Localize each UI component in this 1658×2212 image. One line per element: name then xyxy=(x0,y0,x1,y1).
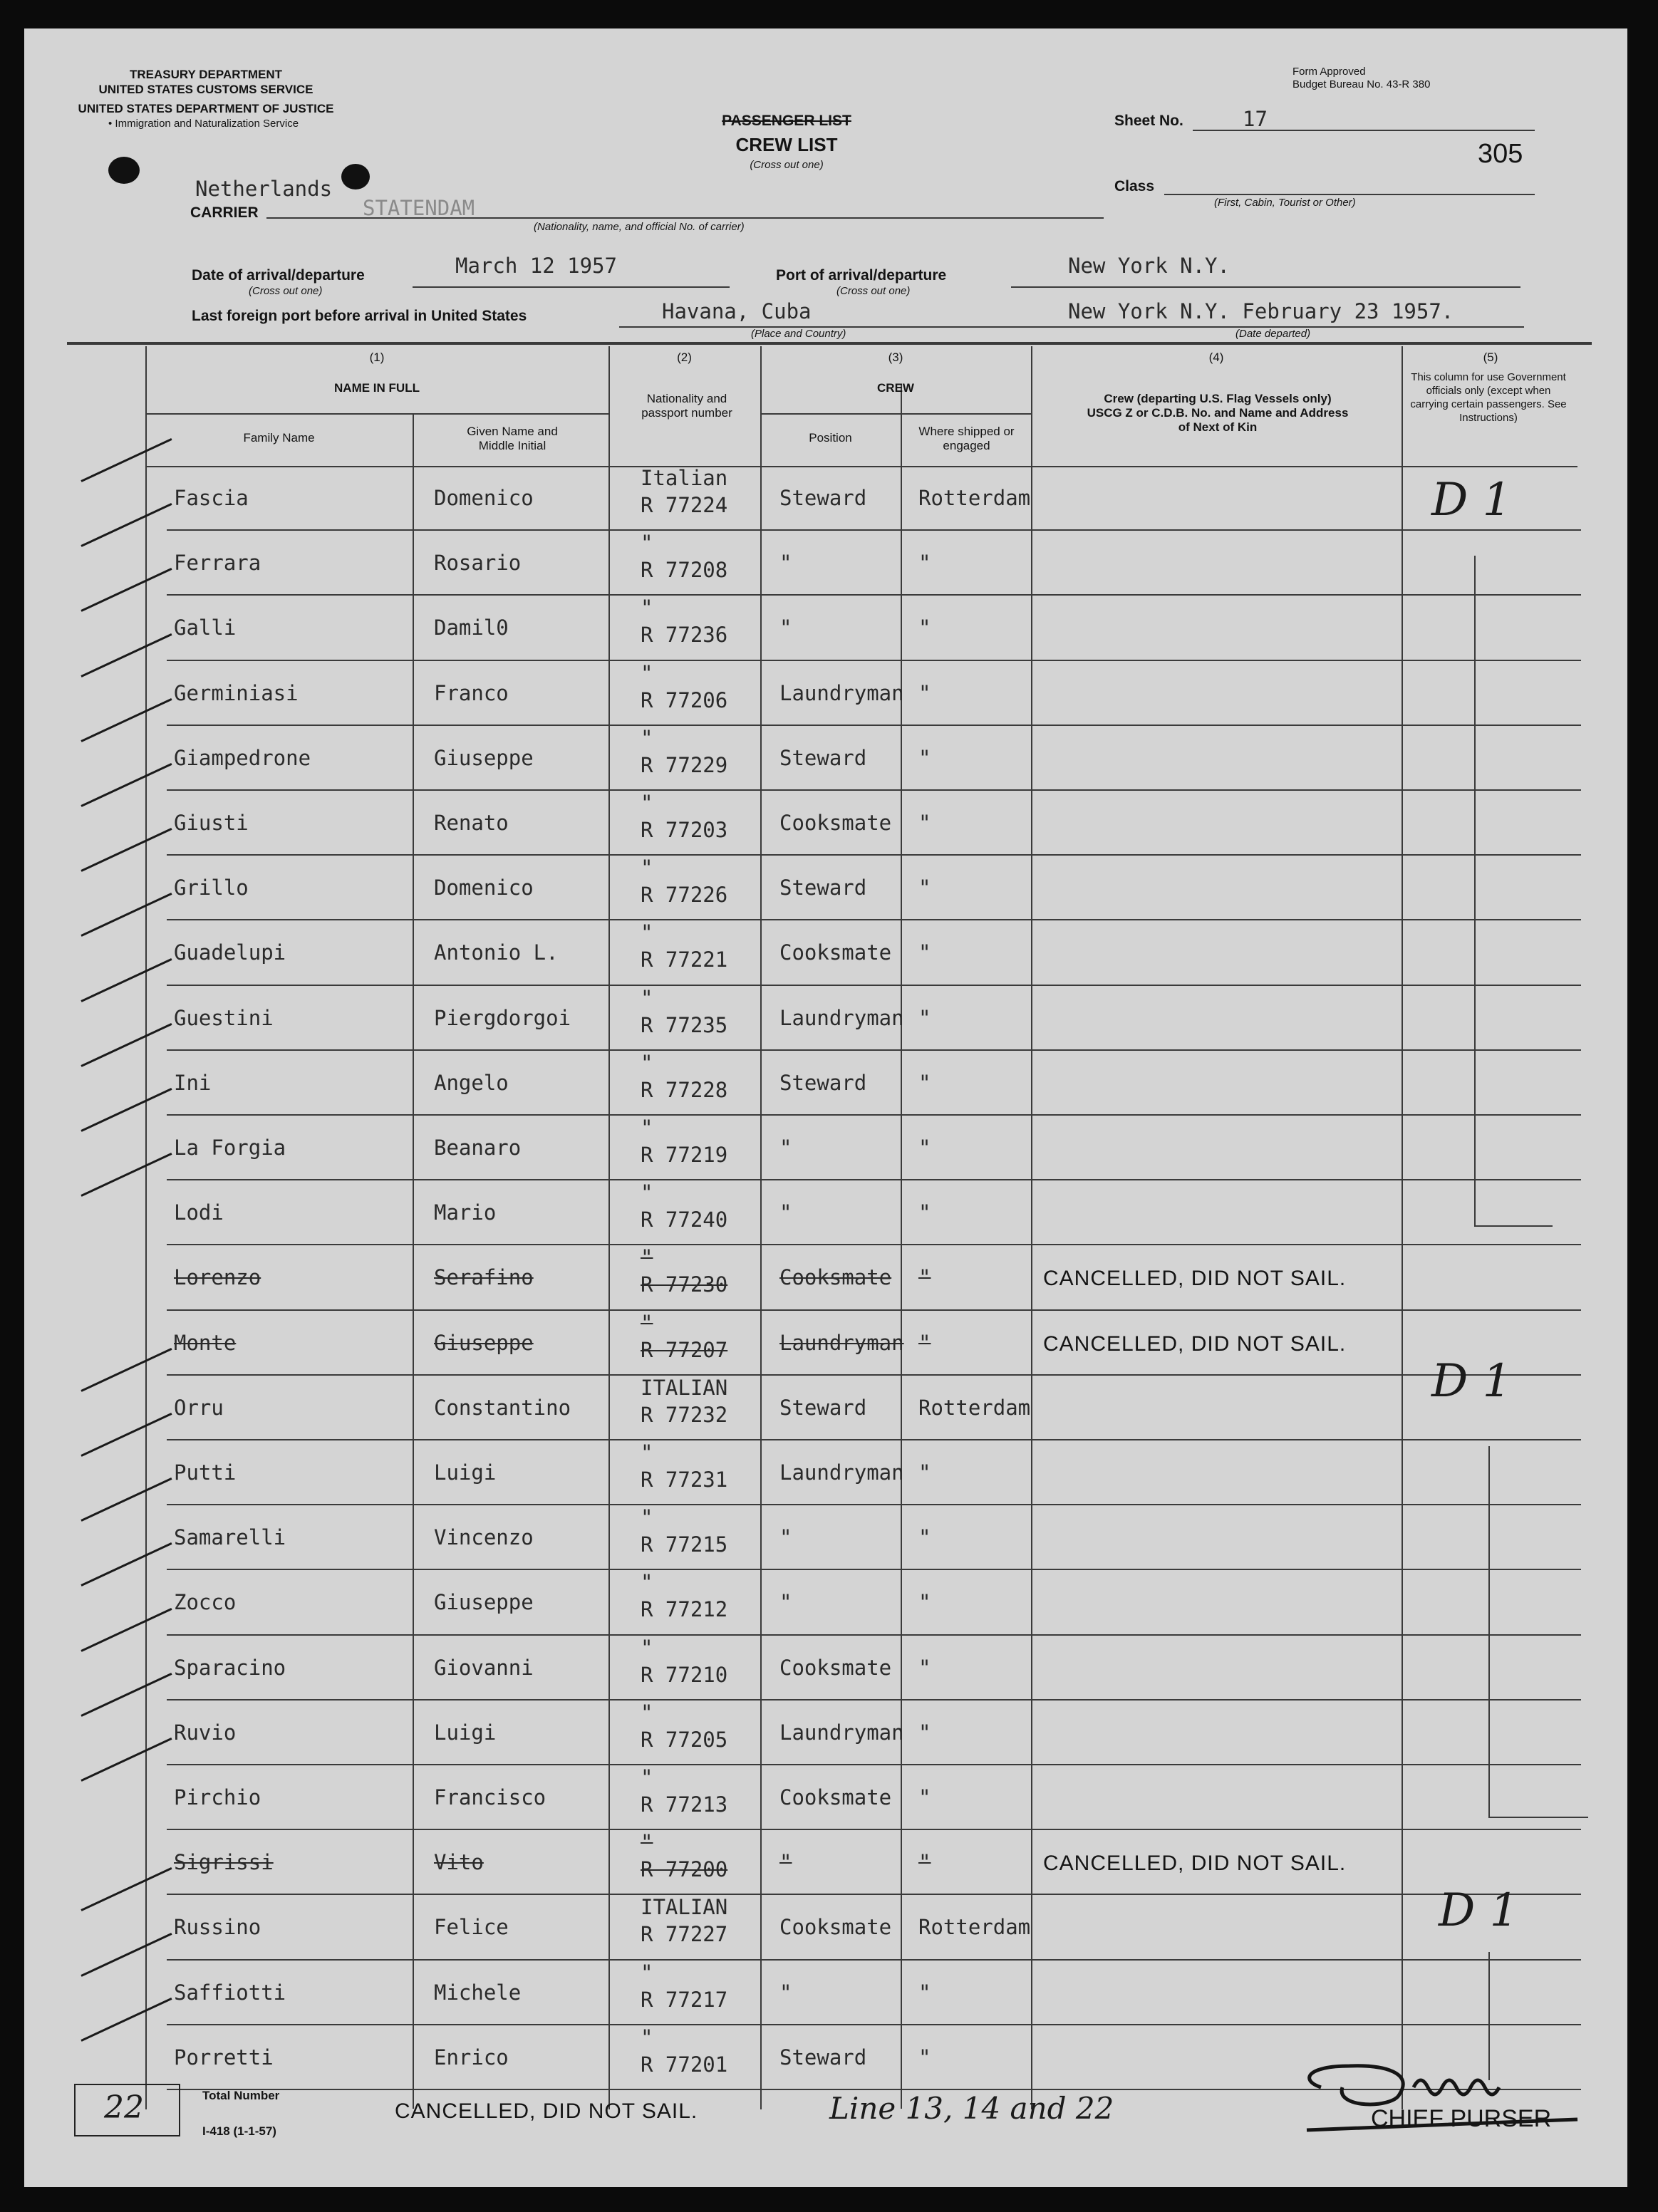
cell-passport: R 77224 xyxy=(641,493,728,517)
carrier-label: CARRIER xyxy=(190,204,259,221)
agency-justice: UNITED STATES DEPARTMENT OF JUSTICE xyxy=(78,102,334,115)
col1-title: NAME IN FULL xyxy=(334,381,420,395)
cell-passport: R 77236 xyxy=(641,623,728,648)
table-row xyxy=(24,1765,1627,1830)
col1-number: (1) xyxy=(369,351,385,364)
table-row xyxy=(24,1311,1627,1376)
cell-where: " xyxy=(918,616,931,640)
cell-nationality: " xyxy=(641,985,653,1010)
cell-given: Giuseppe xyxy=(434,1330,534,1355)
cell-family: La Forgia xyxy=(174,1136,286,1160)
cell-position: Steward xyxy=(779,745,867,770)
cell-passport: R 77200 xyxy=(641,1857,728,1882)
cell-where: " xyxy=(918,1720,931,1745)
cell-position: Cooksmate xyxy=(779,1265,892,1290)
cell-where: " xyxy=(918,1460,931,1485)
cell-where: " xyxy=(918,876,931,900)
cell-family: Ini xyxy=(174,1070,212,1095)
table-row xyxy=(24,1051,1627,1116)
cell-nationality: " xyxy=(641,1310,653,1335)
cell-position: " xyxy=(779,1200,792,1225)
cancel-note: CANCELLED, DID NOT SAIL. xyxy=(1043,1331,1347,1356)
col-given-name: Given Name and Middle Initial xyxy=(467,425,558,452)
cell-given: Domenico xyxy=(434,876,534,900)
col4-title: Crew (departing U.S. Flag Vessels only) USCG Z or C.D.B. No. and Name and Address of Next of Kin xyxy=(1087,392,1349,434)
table-row xyxy=(24,661,1627,726)
cell-nationality: " xyxy=(641,1116,653,1140)
cell-family: Putti xyxy=(174,1460,237,1485)
cell-family: Galli xyxy=(174,616,237,640)
title-passenger-list: PASSENGER LIST xyxy=(722,113,851,129)
cell-position: Cooksmate xyxy=(779,1655,892,1680)
cell-passport: R 77205 xyxy=(641,1727,728,1752)
sheet-label: Sheet No. xyxy=(1114,113,1183,129)
cell-position: Laundryman xyxy=(779,1330,904,1355)
cell-family: Lorenzo xyxy=(174,1265,261,1290)
cell-family: Guadelupi xyxy=(174,940,286,965)
last-port-label: Last foreign port before arrival in United States xyxy=(192,308,527,324)
cell-family: Giusti xyxy=(174,811,249,835)
cell-position: Steward xyxy=(779,2045,867,2070)
cell-passport: R 77201 xyxy=(641,2052,728,2077)
table-row xyxy=(24,1895,1627,1960)
cell-where: " xyxy=(918,940,931,965)
cell-passport: R 77217 xyxy=(641,1987,728,2012)
cell-nationality: " xyxy=(641,791,653,815)
table-row xyxy=(24,596,1627,660)
cell-passport: R 77228 xyxy=(641,1077,728,1102)
cell-where: " xyxy=(918,1070,931,1095)
carrier-note: (Nationality, name, and official No. of carrier) xyxy=(534,221,745,233)
cell-position: Laundryman xyxy=(779,1720,904,1745)
cell-nationality: " xyxy=(641,1505,653,1530)
cell-position: " xyxy=(779,1850,792,1875)
cell-position: " xyxy=(779,1590,792,1615)
form-approved: Form Approved xyxy=(1292,66,1366,78)
cell-given: Rosario xyxy=(434,551,522,576)
cell-family: Porretti xyxy=(174,2045,274,2070)
cell-position: Steward xyxy=(779,876,867,900)
form-number: I-418 (1-1-57) xyxy=(202,2124,276,2138)
cell-nationality: " xyxy=(641,531,653,556)
cell-nationality: " xyxy=(641,1830,653,1855)
punch-hole xyxy=(108,157,140,184)
cell-given: Serafino xyxy=(434,1265,534,1290)
footer-cancel-lines: Line 13, 14 and 22 xyxy=(829,2091,1114,2126)
cell-passport: R 77226 xyxy=(641,883,728,908)
total-value: 22 xyxy=(104,2089,144,2126)
table-row xyxy=(24,1116,1627,1180)
date-arrival-label: Date of arrival/departure xyxy=(192,267,365,284)
col-where-shipped: Where shipped or engaged xyxy=(918,425,1015,452)
carrier-nationality: Netherlands xyxy=(195,177,333,201)
cell-nationality: " xyxy=(641,1960,653,1985)
cell-position: " xyxy=(779,1136,792,1160)
mark-d1: D 1 xyxy=(1431,474,1512,526)
cell-nationality: " xyxy=(641,1765,653,1790)
cancel-note: CANCELLED, DID NOT SAIL. xyxy=(1043,1852,1347,1876)
table-row xyxy=(24,1830,1627,1895)
title-crew-list: CREW LIST xyxy=(735,134,838,155)
cell-nationality: " xyxy=(641,725,653,750)
cell-family: Zocco xyxy=(174,1590,237,1615)
cell-where: " xyxy=(918,1785,931,1809)
cell-given: Antonio L. xyxy=(434,940,559,965)
cell-nationality: " xyxy=(641,1570,653,1595)
cell-where: " xyxy=(918,1980,931,2005)
cell-nationality: ITALIAN xyxy=(641,1895,728,1920)
cell-given: Felice xyxy=(434,1915,509,1940)
table-row xyxy=(24,986,1627,1051)
table-row xyxy=(24,1700,1627,1765)
cell-where: " xyxy=(918,1136,931,1160)
crew-list-form xyxy=(24,28,1627,2187)
cell-position: " xyxy=(779,1525,792,1550)
cell-position: " xyxy=(779,551,792,576)
cell-position: Cooksmate xyxy=(779,940,892,965)
class-note: (First, Cabin, Tourist or Other) xyxy=(1214,197,1356,209)
cell-given: Enrico xyxy=(434,2045,509,2070)
cell-nationality: " xyxy=(641,920,653,945)
sheet-number: 17 xyxy=(1243,107,1268,131)
cell-where: " xyxy=(918,1655,931,1680)
cell-passport: R 77203 xyxy=(641,818,728,842)
page-number: 305 xyxy=(1478,139,1523,169)
cell-given: Michele xyxy=(434,1980,522,2005)
cell-given: Vincenzo xyxy=(434,1525,534,1550)
cell-family: Guestini xyxy=(174,1005,274,1030)
cell-position: " xyxy=(779,1980,792,2005)
cell-passport: R 77232 xyxy=(641,1402,728,1427)
cell-passport: R 77208 xyxy=(641,558,728,583)
col-position: Position xyxy=(809,431,852,445)
cell-passport: R 77213 xyxy=(641,1792,728,1817)
cell-given: Francisco xyxy=(434,1785,546,1809)
cell-passport: R 77212 xyxy=(641,1597,728,1622)
cell-passport: R 77207 xyxy=(641,1337,728,1362)
cell-family: Giampedrone xyxy=(174,745,311,770)
cell-position: " xyxy=(779,616,792,640)
cell-passport: R 77219 xyxy=(641,1143,728,1167)
cell-given: Damil0 xyxy=(434,616,509,640)
cell-given: Domenico xyxy=(434,486,534,510)
cell-where: " xyxy=(918,1265,931,1290)
cell-given: Constantino xyxy=(434,1395,571,1420)
table-row xyxy=(24,1505,1627,1570)
table-row xyxy=(24,1570,1627,1635)
cell-where: " xyxy=(918,680,931,705)
cell-given: Angelo xyxy=(434,1070,509,1095)
class-label: Class xyxy=(1114,178,1155,194)
cell-family: Orru xyxy=(174,1395,224,1420)
carrier-name: STATENDAM xyxy=(363,196,475,220)
cell-nationality: Italian xyxy=(641,466,728,490)
footer-cancel-text: CANCELLED, DID NOT SAIL. xyxy=(395,2099,698,2123)
cell-position: Laundryman xyxy=(779,1005,904,1030)
cell-where: " xyxy=(918,811,931,835)
cell-position: Laundryman xyxy=(779,680,904,705)
cell-family: Ferrara xyxy=(174,551,261,576)
date-departed-note: (Date departed) xyxy=(1235,328,1311,340)
punch-hole xyxy=(341,164,370,189)
cell-family: Lodi xyxy=(174,1200,224,1225)
cell-position: Cooksmate xyxy=(779,811,892,835)
cell-where: Rotterdam xyxy=(918,486,1031,510)
cell-given: Mario xyxy=(434,1200,497,1225)
cell-given: Renato xyxy=(434,811,509,835)
cell-position: Cooksmate xyxy=(779,1785,892,1809)
cell-position: Steward xyxy=(779,486,867,510)
cell-family: Russino xyxy=(174,1915,261,1940)
table-row xyxy=(24,531,1627,596)
last-port-value: Havana, Cuba xyxy=(662,299,812,323)
date-arrival-note: (Cross out one) xyxy=(249,285,323,297)
mark-d1: D 1 xyxy=(1431,1355,1512,1408)
cell-where: Rotterdam xyxy=(918,1915,1031,1940)
col-family-name: Family Name xyxy=(243,431,315,445)
cell-given: Piergdorgoi xyxy=(434,1005,571,1030)
cell-passport: R 77231 xyxy=(641,1468,728,1492)
cell-where: " xyxy=(918,1850,931,1875)
cell-nationality: " xyxy=(641,660,653,685)
cell-family: Sigrissi xyxy=(174,1850,274,1875)
cell-given: Franco xyxy=(434,680,509,705)
cell-nationality: " xyxy=(641,856,653,881)
cell-where: " xyxy=(918,1200,931,1225)
cell-where: " xyxy=(918,745,931,770)
cell-passport: R 77227 xyxy=(641,1922,728,1947)
table-row xyxy=(24,1440,1627,1505)
check-mark xyxy=(81,438,172,482)
signature-title: CHIEF PURSER xyxy=(1371,2105,1552,2132)
table-row xyxy=(24,466,1627,531)
cell-position: Cooksmate xyxy=(779,1915,892,1940)
table-row xyxy=(24,1245,1627,1310)
cell-where: " xyxy=(918,1590,931,1615)
port-arrival-label: Port of arrival/departure xyxy=(776,267,947,284)
cell-given: Vito xyxy=(434,1850,484,1875)
cell-nationality: " xyxy=(641,1050,653,1075)
cell-passport: R 77215 xyxy=(641,1532,728,1557)
cell-family: Pirchio xyxy=(174,1785,261,1809)
last-port-note: (Place and Country) xyxy=(751,328,846,340)
cell-family: Sparacino xyxy=(174,1655,286,1680)
cell-nationality: " xyxy=(641,1700,653,1725)
cancel-note: CANCELLED, DID NOT SAIL. xyxy=(1043,1267,1347,1291)
cell-where: " xyxy=(918,1525,931,1550)
cell-passport: R 77206 xyxy=(641,687,728,712)
col3-title: CREW xyxy=(877,381,914,395)
cell-passport: R 77229 xyxy=(641,752,728,777)
cell-position: Steward xyxy=(779,1070,867,1095)
agency-ins: • Immigration and Naturalization Service xyxy=(108,118,299,130)
cell-family: Saffiotti xyxy=(174,1980,286,2005)
cell-given: Giuseppe xyxy=(434,745,534,770)
cell-nationality: " xyxy=(641,1180,653,1205)
total-box xyxy=(74,2084,180,2136)
table-row xyxy=(24,1180,1627,1245)
cell-nationality: ITALIAN xyxy=(641,1375,728,1400)
cell-family: Ruvio xyxy=(174,1720,237,1745)
table-row xyxy=(24,920,1627,985)
col4-number: (4) xyxy=(1208,351,1224,364)
cell-nationality: " xyxy=(641,1245,653,1270)
cell-given: Giuseppe xyxy=(434,1590,534,1615)
table-top-rule xyxy=(67,342,1592,345)
cross-out-note: (Cross out one) xyxy=(750,159,824,171)
cell-passport: R 77235 xyxy=(641,1012,728,1037)
agency-customs: UNITED STATES CUSTOMS SERVICE xyxy=(98,83,314,96)
cell-nationality: " xyxy=(641,596,653,620)
date-departed-value: New York N.Y. February 23 1957. xyxy=(1068,299,1454,323)
cell-nationality: " xyxy=(641,1440,653,1465)
table-row xyxy=(24,1961,1627,2025)
mark-d1: D 1 xyxy=(1439,1884,1519,1937)
table-row xyxy=(24,791,1627,856)
cell-passport: R 77230 xyxy=(641,1272,728,1297)
port-arrival-value: New York N.Y. xyxy=(1068,254,1230,278)
date-arrival-value: March 12 1957 xyxy=(455,254,617,278)
col2-title: Nationality and passport number xyxy=(641,392,732,420)
cell-where: " xyxy=(918,2045,931,2070)
cell-passport: R 77221 xyxy=(641,947,728,972)
cell-given: Giovanni xyxy=(434,1655,534,1680)
cell-passport: R 77240 xyxy=(641,1208,728,1232)
col3-number: (3) xyxy=(888,351,903,364)
col2-number: (2) xyxy=(677,351,692,364)
cell-given: Beanaro xyxy=(434,1136,522,1160)
cell-where: " xyxy=(918,551,931,576)
cell-nationality: " xyxy=(641,1635,653,1660)
budget-bureau: Budget Bureau No. 43-R 380 xyxy=(1292,78,1431,90)
agency-treasury: TREASURY DEPARTMENT xyxy=(129,68,283,81)
cell-family: Grillo xyxy=(174,876,249,900)
cell-where: Rotterdam xyxy=(918,1395,1031,1420)
cell-nationality: " xyxy=(641,2025,653,2050)
cell-given: Luigi xyxy=(434,1460,497,1485)
cell-position: Steward xyxy=(779,1395,867,1420)
cell-passport: R 77210 xyxy=(641,1662,728,1687)
cell-given: Luigi xyxy=(434,1720,497,1745)
table-row xyxy=(24,726,1627,791)
cell-family: Samarelli xyxy=(174,1525,286,1550)
table-row xyxy=(24,1376,1627,1440)
table-row xyxy=(24,1636,1627,1700)
cell-where: " xyxy=(918,1005,931,1030)
total-label: Total Number xyxy=(202,2089,280,2102)
port-arrival-note: (Cross out one) xyxy=(836,285,911,297)
cell-family: Fascia xyxy=(174,486,249,510)
cell-family: Monte xyxy=(174,1330,237,1355)
col5-title: This column for use Government officials only (except when carrying certain passengers. See Instructions) xyxy=(1410,371,1567,424)
cell-family: Germiniasi xyxy=(174,680,299,705)
cell-where: " xyxy=(918,1330,931,1355)
cell-position: Laundryman xyxy=(779,1460,904,1485)
table-row xyxy=(24,856,1627,920)
col5-number: (5) xyxy=(1483,351,1498,364)
